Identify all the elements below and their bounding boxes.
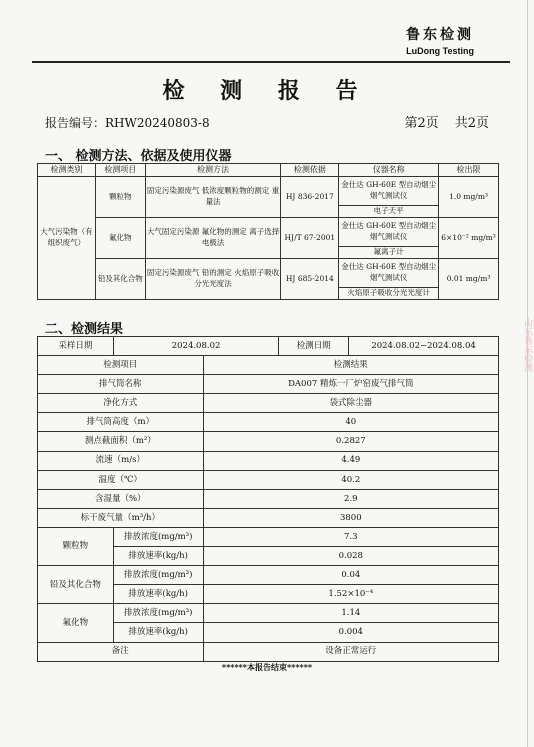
pollutant-row — [38, 566, 499, 585]
table-row — [38, 177, 499, 206]
remark-label: 备注 — [38, 642, 204, 661]
rate-value: 1.52×10⁻⁴ — [203, 585, 498, 604]
rate-value: 0.028 — [203, 547, 498, 566]
basis-cell: HJ 836-2017 — [281, 177, 339, 218]
table-row — [38, 375, 499, 394]
rate-label: 排放速率(kg/h) — [113, 585, 203, 604]
row-value: DA007 精炼一厂炉窑废气排气筒 — [203, 375, 498, 394]
item-cell: 氟化物 — [95, 218, 145, 259]
table-row — [38, 470, 499, 489]
page-indicator — [388, 112, 489, 131]
instrument-cell: 金仕达 GH-60E 型自动烟尘烟气测试仪 — [339, 177, 439, 206]
table-row — [38, 218, 499, 247]
remark-row — [38, 642, 499, 661]
rate-label: 排放速率(kg/h) — [113, 547, 203, 566]
results-table — [37, 336, 499, 662]
limit-cell: 6×10⁻² mg/m³ — [439, 218, 499, 259]
table-row — [38, 451, 499, 470]
company-logo — [406, 24, 474, 56]
basis-cell: HJ/T 67-2001 — [281, 218, 339, 259]
date-row — [38, 337, 499, 356]
table-row — [38, 432, 499, 451]
table-header-row — [38, 164, 499, 177]
item-cell: 颗粒物 — [95, 177, 145, 218]
category-cell: 大气污染物（有组织废气） — [38, 177, 96, 300]
row-label: 流速（m/s） — [38, 451, 204, 470]
sample-date: 2024.08.02 — [113, 337, 279, 356]
item-cell: 铅及其化合物 — [95, 259, 145, 300]
header-cell: 检测依据 — [281, 164, 339, 177]
pollutant-row — [38, 527, 499, 546]
page-title: 检 测 报 告 — [162, 78, 372, 104]
item-header: 检测项目 — [38, 356, 204, 375]
conc-value: 7.3 — [203, 527, 498, 546]
header-cell: 检出限 — [439, 164, 499, 177]
remark-value: 设备正常运行 — [203, 642, 498, 661]
row-value: 40 — [203, 413, 498, 432]
pollutant-row — [38, 604, 499, 623]
seal-stamp: 山东鲁东检测 — [522, 318, 532, 372]
row-label: 排气筒名称 — [38, 375, 204, 394]
method-cell: 固定污染源废气 低浓度颗粒物的测定 重量法 — [145, 177, 281, 218]
table-row — [38, 413, 499, 432]
instrument-cell: 电子天平 — [339, 206, 439, 218]
method-cell: 大气固定污染源 氟化物的测定 离子选择电极法 — [145, 218, 281, 259]
conc-label: 排放浓度(mg/m³) — [113, 566, 203, 585]
table-row — [38, 394, 499, 413]
table-row — [38, 259, 499, 288]
row-value: 2.9 — [203, 489, 498, 508]
row-label: 测点截面积（m²） — [38, 432, 204, 451]
row-value: 4.49 — [203, 451, 498, 470]
header-cell: 检测项目 — [95, 164, 145, 177]
instrument-cell: 金仕达 GH-60E 型自动烟尘烟气测试仪 — [339, 259, 439, 288]
rate-label: 排放速率(kg/h) — [113, 623, 203, 642]
header-cell: 检测方法 — [145, 164, 281, 177]
test-date: 2024.08.02~2024.08.04 — [349, 337, 499, 356]
row-value: 40.2 — [203, 470, 498, 489]
rate-value: 0.004 — [203, 623, 498, 642]
methods-table — [37, 163, 499, 300]
row-value: 0.2827 — [203, 432, 498, 451]
header-cell: 仪器名称 — [339, 164, 439, 177]
test-date-label: 检测日期 — [279, 337, 349, 356]
row-value: 3800 — [203, 508, 498, 527]
conc-label: 排放浓度(mg/m³) — [113, 604, 203, 623]
table-row — [38, 508, 499, 527]
pollutant-name: 铅及其化合物 — [38, 566, 114, 604]
instrument-cell: 金仕达 GH-60E 型自动烟尘烟气测试仪 — [339, 218, 439, 247]
logo-chinese: 鲁东检测 — [406, 27, 474, 43]
instrument-cell: 氟离子计 — [339, 247, 439, 259]
page-edge — [527, 0, 528, 747]
row-label: 标干废气量（m³/h） — [38, 508, 204, 527]
sample-date-label: 采样日期 — [38, 337, 114, 356]
row-value: 袋式除尘器 — [203, 394, 498, 413]
results-header-row — [38, 356, 499, 375]
row-label: 温度（℃） — [38, 470, 204, 489]
logo-english: LuDong Testing — [406, 46, 474, 56]
pollutant-name: 颗粒物 — [38, 527, 114, 565]
section2-title: 二、检测结果 — [45, 322, 124, 337]
page-number: 第2页 — [404, 116, 439, 131]
pollutant-name: 氟化物 — [38, 604, 114, 642]
row-label: 含湿量（%） — [38, 489, 204, 508]
section1-title: 一、 检测方法、依据及使用仪器 — [45, 149, 232, 164]
report-end-marker: ******本报告结束****** — [221, 662, 313, 672]
conc-label: 排放浓度(mg/m³) — [113, 527, 203, 546]
method-cell: 固定污染源废气 铅的测定 火焰原子吸收分光光度法 — [145, 259, 281, 300]
row-label: 排气筒高度（m） — [38, 413, 204, 432]
page-total: 共2页 — [454, 116, 489, 131]
limit-cell: 0.01 mg/m³ — [439, 259, 499, 300]
header-divider — [32, 61, 510, 63]
conc-value: 1.14 — [203, 604, 498, 623]
instrument-cell: 火焰原子吸收分光光度计 — [339, 288, 439, 300]
conc-value: 0.04 — [203, 566, 498, 585]
report-number: 报告编号：RHW20240803-8 — [45, 116, 210, 130]
limit-cell: 1.0 mg/m³ — [439, 177, 499, 218]
table-row — [38, 489, 499, 508]
result-header: 检测结果 — [203, 356, 498, 375]
basis-cell: HJ 685-2014 — [281, 259, 339, 300]
row-label: 净化方式 — [38, 394, 204, 413]
header-cell: 检测类别 — [38, 164, 96, 177]
